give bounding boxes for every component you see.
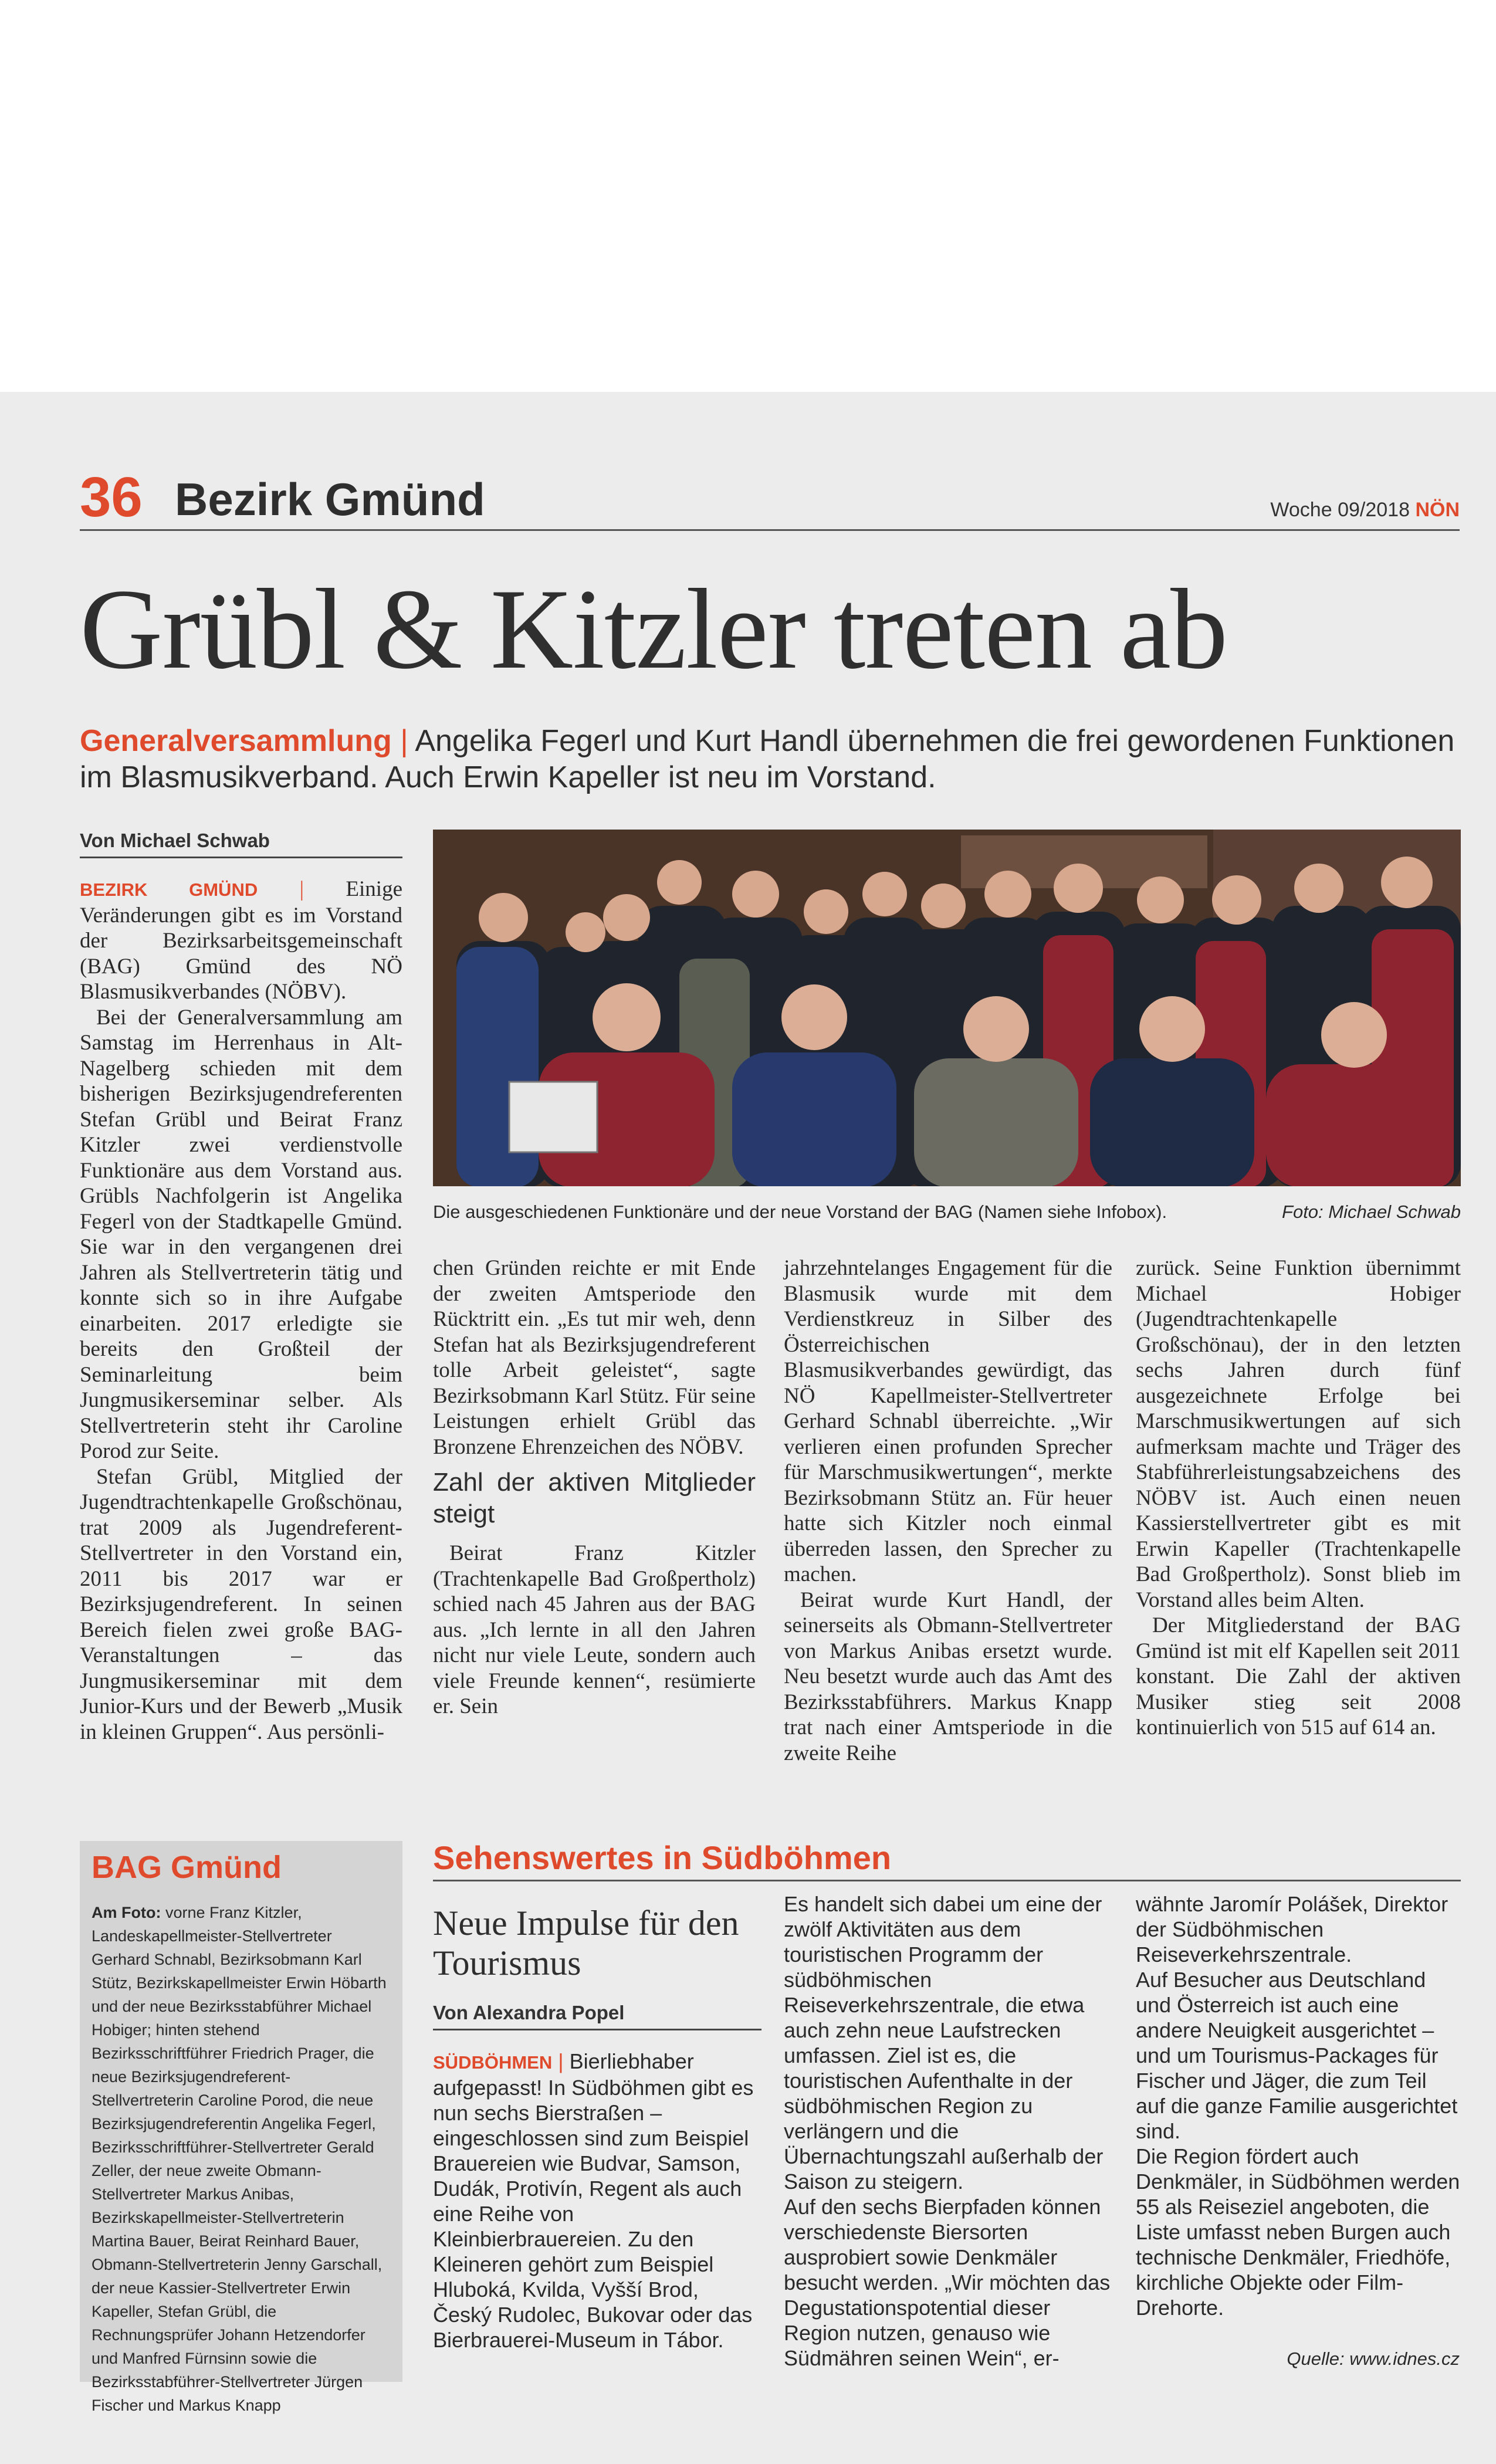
side-column-3 (1136, 1891, 1461, 2320)
side-section-title: Sehenswertes in Südböhmen (433, 1839, 892, 1876)
photo-caption-text: Die ausgeschiedenen Funktionäre und der neue Vorstand der BAG (Namen siehe Infobox). (433, 1201, 1167, 1222)
paragraph: Die Region fördert auch Denkmäler, in Südböhmen werden 55 als Reiseziel angeboten, die Liste umfasst neben Burgen auch technische Denkmäler, Friedhöfe, kirchliche Objekte oder Film-Drehorte. (1136, 2144, 1460, 2320)
side-column-2 (784, 1891, 1118, 2371)
article-column-4 (1136, 1255, 1461, 1741)
article-column-3 (784, 1255, 1112, 1766)
headline: Grübl & Kitzler treten ab (80, 566, 1228, 693)
paragraph: jahrzehntelanges Engagement für die Blasmusik wurde mit dem Verdienstkreuz in Silber des Österreichischen Blasmusikverbandes gewürdigt, das NÖ Kapellmeister-Stellvertreter Gerhard Schnabl überreichte. „Wir verlieren einen profunden Sprecher für Marschmusikwertungen“, merkte Bezirksobmann Stütz an. Für heuer hatte sich Kitzler noch einmal überreden lassen, den Sprecher zu machen. (784, 1256, 1112, 1586)
side-column-1: SÜDBÖHMEN | Bierliebhaber aufgepasst! In Südböhmen gibt es nun sechs Bierstraßen – eingeschlossen sind zum Beispiel Brauereien wie Budvar, Samson, Dudák, Protivín, Regent als auch eine Reihe von Kleinbierbrauereien. Zu den Kleineren gehört zum Beispiel Hluboká, Kvilda, Vyšší Brod, Český Rudolec, Bukovar oder das Bierbrauerei-Museum in Tábor. (433, 2049, 754, 2352)
article-column-1: BEZIRK GMÜND | Einige Veränderungen gibt es im Vorstand der Bezirksarbeitsgemeinschaft (BAG) Gmünd des NÖ Blasmusikverbandes (NÖBV). Bei der Generalversammlung am Samstag im Herrenhaus in Alt-Nagelberg schieden mit dem bisherigen Bezirksjugendreferenten Stefan Grübl und Beirat Franz Kitzler zwei verdienstvolle Funktionäre aus dem Vorstand aus. Grübls Nachfolgerin ist Angelika Fegerl von der Stadtkapelle Gmünd. Sie war in den vergangenen drei Jahren als Stellvertreterin tätig und konnte sich so in ihre Aufgabe einarbeiten. 2017 erledigte sie bereits den Großteil der Seminarleitung beim Jungmusikerseminar selber. Als Stellvertreterin steht ihr Caroline Porod zur Seite. Stefan Grübl, Mitglied der Jugendtrachtenkapelle Großschönau, trat 2009 als Jugendreferent-Stellvertreter in den Vorstand ein, 2011 bis 2017 war er Bezirksjugendreferent. In seinen Bereich fielen zwei große BAG-Veranstaltungen – das Jungmusikerseminar mit dem Junior-Kurs und der Bewerb „Musik in kleinen Gruppen“. Aus persönli- (80, 877, 402, 1744)
paragraph: Bierliebhaber aufgepasst! In Südböhmen gibt es nun sechs Bierstraßen – eingeschlossen sind zum Beispiel Brauereien wie Budvar, Samson, Dudák, Protivín, Regent als auch eine Reihe von Kleinbierbrauereien. Zu den Kleineren gehört zum Beispiel Hluboká, Kvilda, Vyšší Brod, Český Rudolec, Bukovar oder das Bierbrauerei-Museum in Tábor. (433, 2049, 754, 2352)
paragraph: wähnte Jaromír Polášek, Direktor der Südböhmischen Reiseverkehrszentrale. (1136, 1892, 1448, 1967)
section-title: Bezirk Gmünd (175, 473, 485, 525)
paragraph: zurück. Seine Funktion übernimmt Michael Hobiger (Jugendtrachtenkapelle Großschönau), der in den letzten sechs Jahren durch fünf ausgezeichnete Erfolge bei Marschmusikwertungen auf sich aufmerksam machte und Träger des Stabführerleistungsabzeichens des NÖBV ist. Auch einen neuen Kassierstellvertreter gibt es mit Erwin Kapeller (Trachtenkapelle Bad Großpertholz). Sonst blieb im Vorstand alles beim Alten. (1136, 1256, 1461, 1612)
paragraph: Einige Veränderungen gibt es im Vorstand der Bezirksarbeitsgemeinschaft (BAG) Gmünd des NÖ Blasmusikverbandes (NÖBV). (80, 877, 402, 1004)
side-headline: Neue Impulse für den Tourismus (433, 1904, 739, 1982)
photo-credit: Foto: Michael Schwab (1282, 1201, 1461, 1222)
issue-week: Woche 09/2018 (1270, 499, 1410, 521)
deck-text: Angelika Fegerl und Kurt Handl übernehmen die frei gewordenen Funktionen im Blasmusikverband. Auch Erwin Kapeller ist neu im Vorstand. (80, 724, 1455, 794)
side-source: Quelle: www.idnes.cz (1287, 2348, 1460, 2369)
group-photo (433, 830, 1461, 1186)
paragraph: Es handelt sich dabei um eine der zwölf Aktivitäten aus dem touristischen Programm der südböhmischen Reiseverkehrszentrale, die etwa auch zehn neue Laufstrecken umfassen. Ziel ist es, die touristischen Aufenthalte in der südböhmischen Region zu verlängern und die Übernachtungszahl außerhalb der Saison zu steigern. (784, 1892, 1104, 2194)
deck-kicker: Generalversammlung (80, 724, 392, 758)
paragraph: chen Gründen reichte er mit Ende der zweiten Amtsperiode den Rücktritt ein. „Es tut mir weh, denn Stefan hat als Bezirksjugendreferent tolle Arbeit geleistet“, sagte Bezirksobmann Karl Stütz. Für seine Leistungen erhielt Grübl das Bronzene Ehrenzeichen des NÖBV. (433, 1256, 756, 1459)
deck (80, 723, 1460, 796)
subheading: Zahl der aktiven Mitglieder steigt (433, 1468, 756, 1528)
byline: Von Michael Schwab (80, 830, 402, 858)
paragraph: Beirat Franz Kitzler (Trachtenkapelle Bad Großpertholz) schied nach 45 Jahren aus der BAG aus. „Ich lernte in all den Jahren nicht nur viele Leute, sondern auch viele Freunde kennen“, resümierte er. Sein (433, 1541, 756, 1718)
paragraph: Auf Besucher aus Deutschland und Österreich ist auch eine andere Neuigkeit ausgerichtet – und um Tourismus-Packages für Fischer und Jäger, die zum Teil auf die ganze Familie ausgerichtet sind. (1136, 1968, 1458, 2143)
paragraph: Auf den sechs Bierpfaden können verschiedenste Biersorten ausprobiert sowie Denkmäler besucht werden. „Wir möchten das Degustationspotential dieser Region nutzen, genauso wie Südmähren seinen Wein“, er- (784, 2195, 1111, 2370)
infobox-text: vorne Franz Kitzler, Landeskapellmeister-Stellvertreter Gerhard Schnabl, Bezirksobmann Karl Stütz, Bezirkskapellmeister Erwin Höbarth und der neue Bezirksstabführer Michael Hobiger; hinten stehend Bezirksschriftführer Friedrich Prager, die neue Bezirksjugendreferent-Stellvertreterin Caroline Porod, die neue Bezirksjugendreferentin Angelika Fegerl, Bezirksschriftführer-Stellvertreter Gerald Zeller, der neue zweite Obmann-Stellvertreter Markus Anibas, Bezirkskapellmeister-Stellvertreterin Martina Bauer, Beirat Reinhard Bauer, Obmann-Stellvertreterin Jenny Garschall, der neue Kassier-Stellvertreter Erwin Kapeller, Stefan Grübl, die Rechnungsprüfer Johann Hetzendorfer und Manfred Fürnsinn sowie die Bezirksstabführer-Stellvertreter Jürgen Fischer und Markus Knapp (92, 1904, 387, 2414)
paragraph: Stefan Grübl, Mitglied der Jugendtrachtenkapelle Großschönau, trat 2009 als Jugendreferent-Stellvertreter in den Vorstand ein, 2011 bis 2017 war er Bezirksjugendreferent. In seinen Bereich fielen zwei große BAG-Veranstaltungen – das Jungmusikerseminar mit dem Junior-Kurs und der Bewerb „Musik in kleinen Gruppen“. Aus persönli- (80, 1464, 402, 1744)
paragraph: Der Mitgliederstand der BAG Gmünd ist mit elf Kapellen seit 2011 konstant. Die Zahl der aktiven Musiker stieg seit 2008 kontinuierlich von 515 auf 614 an. (1136, 1613, 1461, 1739)
paragraph: Bei der Generalversammlung am Samstag im Herrenhaus in Alt-Nagelberg schieden mit dem bisherigen Bezirksjugendreferenten Stefan Grübl und Beirat Franz Kitzler zwei verdienstvolle Funktionäre aus dem Vorstand aus. Grübls Nachfolgerin ist Angelika Fegerl von der Stadtkapelle Gmünd. Sie war in den vergangenen drei Jahren als Stellvertreterin tätig und konnte sich so in ihre Aufgabe einarbeiten. 2017 erledigte sie bereits den Großteil der Seminarleitung beim Jungmusikerseminar selber. Als Stellvertreterin steht ihr Caroline Porod zur Seite. (80, 1005, 402, 1463)
paragraph: Beirat wurde Kurt Handl, der seinerseits als Obmann-Stellvertreter von Markus Anibas ersetzt wurde. Neu besetzt wurde auch das Amt des Bezirksstabführers. Markus Knapp trat nach einer Amtsperiode in die zweite Reihe (784, 1588, 1112, 1765)
page-number: 36 (80, 466, 143, 529)
photo-caption (433, 1201, 1461, 1223)
infobox-body (92, 1901, 392, 2417)
side-byline: Von Alexandra Popel (433, 2002, 761, 2030)
group-photo-illustration (433, 830, 1461, 1186)
brand-name: NÖN (1415, 499, 1460, 521)
side-section-divider (433, 1880, 1461, 1881)
dateline: BEZIRK GMÜND (80, 879, 258, 900)
article-column-2 (433, 1255, 756, 1720)
header-divider (80, 529, 1460, 531)
infobox-lead: Am Foto: (92, 1904, 161, 1921)
deck-separator: | (400, 724, 415, 758)
infobox-title: BAG Gmünd (92, 1850, 282, 1885)
side-dateline: SÜDBÖHMEN (433, 2052, 553, 2073)
issue-label (1270, 500, 1460, 520)
